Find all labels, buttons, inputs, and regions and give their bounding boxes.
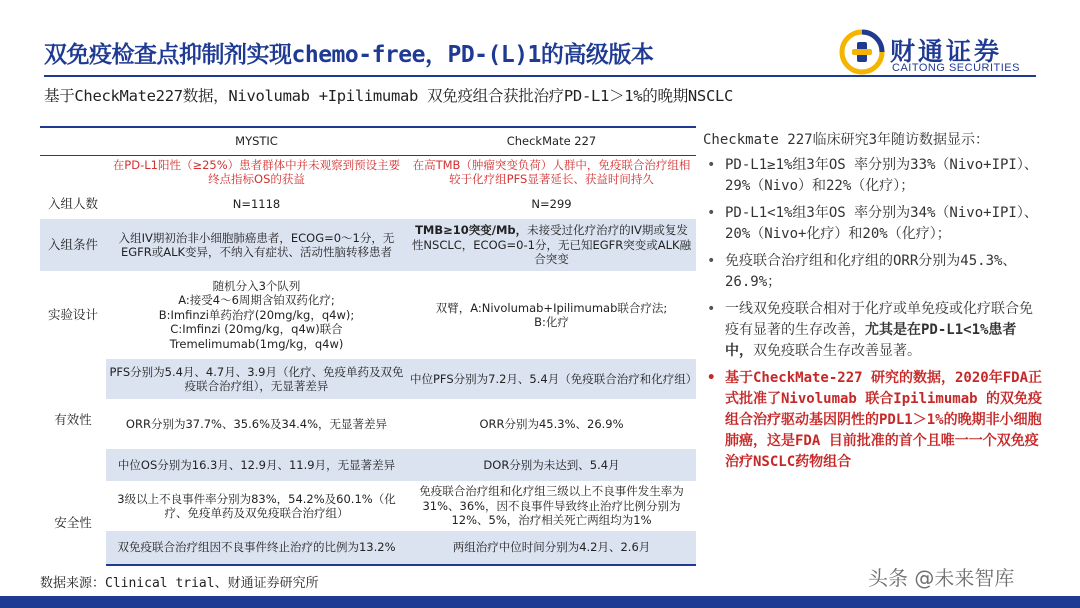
mystic-criteria: 入组IV期初治非小细胞肺癌患者，ECOG=0～1分，无EGFR或ALK变异，不纳入有症状、活动性脑转移患者	[118, 230, 395, 259]
row-label-criteria: 入组条件	[47, 237, 98, 253]
checkmate-enroll: N=299	[531, 196, 572, 211]
mystic-design-line: B:Imfinzi单药治疗(20mg/kg，q4w);	[158, 307, 355, 322]
mystic-os: 中位OS分别为16.3月、12.9月、11.9月，无显著差异	[117, 457, 396, 472]
table-header-row	[40, 127, 696, 155]
checkmate-criteria-rest: 未接受过化疗治疗的IV期或复发性NSCLC，ECOG=0-1分，无已知EGFR突变或ALK融合突变	[411, 223, 692, 267]
header-mystic: MYSTIC	[106, 127, 407, 155]
notes-item: • 免疫联合治疗组和化疗组的ORR分别为45.3%、26.9%；	[703, 251, 1043, 293]
watermark: 头条 @未来智库	[868, 566, 1015, 590]
bottom-bar	[0, 596, 1080, 608]
table-row-highlight	[40, 155, 696, 189]
notes-item-text: 一线双免疫联合相对于化疗或单免疫或化疗联合免疫有显著的生存改善，	[725, 301, 1033, 338]
checkmate-design	[407, 271, 696, 359]
mystic-highlight: 在PD-L1阳性（≥25%）患者群体中并未观察到预设主要终点指标OS的获益	[112, 157, 401, 187]
checkmate-orr: ORR分别为45.3%、26.9%	[479, 416, 624, 431]
caitong-logo-icon	[838, 28, 886, 76]
notes-item: • PD-L1≥1%组3年OS 率分别为33%（Nivo+IPI）、29%（Nivo）和22%（化疗）；	[703, 155, 1043, 197]
table-row-pfs	[40, 359, 696, 399]
mystic-design-line: Tremelimumab(1mg/kg，q4w)	[169, 336, 344, 351]
row-label-efficacy: 有效性	[40, 359, 106, 481]
mystic-design	[106, 271, 407, 359]
notes-list	[703, 155, 1043, 473]
checkmate-pfs: 中位PFS分别为7.2月、5.4月（免疫联合治疗和化疗组）	[410, 371, 698, 386]
checkmate-design-line: B:化疗	[534, 315, 569, 329]
row-label-design: 实验设计	[47, 307, 98, 323]
table-row-design	[40, 271, 696, 359]
page-title: 双免疫检查点抑制剂实现chemo-free，PD-(L)1的高级版本	[44, 42, 654, 68]
mystic-pfs: PFS分别为5.4月、4.7月、3.9月（化疗、免疫单药及双免疫联合治疗组），无显著差异	[109, 364, 404, 393]
checkmate-dor: DOR分别为未达到、5.4月	[483, 457, 620, 472]
checkmate-criteria	[407, 219, 696, 271]
header-empty-cell	[40, 127, 106, 155]
checkmate-design-line: 双臂，A:Nivolumab+Ipilimumab联合疗法;	[435, 300, 668, 315]
row-label-safety: 安全性	[54, 515, 92, 531]
comparison-table	[40, 126, 696, 566]
row-label-enroll: 入组人数	[47, 196, 98, 212]
header-checkmate: CheckMate 227	[407, 127, 696, 155]
notes-item-text: 双免疫联合生存改善显著。	[753, 343, 921, 359]
notes-item: • PD-L1<1%组3年OS 率分别为34%（Nivo+IPI）、20%（Nivo+化疗）和20%（化疗）；	[703, 203, 1043, 245]
table-row-os	[40, 449, 696, 481]
checkmate-stop: 两组治疗中位时间分别为4.2月、2.6月	[407, 531, 696, 565]
table-row-criteria	[40, 219, 696, 271]
mystic-design-line: A:接受4～6周期含铂双药化疗;	[178, 293, 335, 308]
checkmate-highlight: 在高TMB（肿瘤突变负荷）人群中，免疫联合治疗组相较于化疗组PFS显著延长、获益时间持久	[412, 157, 691, 187]
checkmate-ae: 免疫联合治疗组和化疗组三级以上不良事件发生率为31%、36%，因不良事件导致终止治疗比例分别为12%、5%，治疗相关死亡两组均为1%	[419, 484, 684, 528]
subtitle-divider	[44, 75, 1036, 77]
page-subtitle: 基于CheckMate227数据，Nivolumab +Ipilimumab 双免疫组合获批治疗PD-L1＞1%的晚期NSCLC	[44, 87, 734, 105]
table-row-orr	[40, 399, 696, 449]
mystic-design-line: 随机分入3个队列	[212, 279, 301, 294]
notes-panel	[703, 130, 1043, 479]
table-row-stop	[40, 531, 696, 565]
mystic-orr: ORR分别为37.7%、35.6%及34.4%，无显著差异	[125, 416, 388, 431]
empty-label-cell	[40, 155, 106, 189]
data-source: 数据来源：Clinical trial、财通证券研究所	[40, 576, 319, 591]
table-row-enroll	[40, 189, 696, 219]
logo-chinese-name: 财通证券	[890, 37, 1003, 66]
notes-item-bold: 尤其是在PD-L1<1%患者中，	[725, 322, 1017, 359]
notes-item-highlight: • 基于CheckMate-227 研究的数据，2020年FDA正式批准了Nivolumab 联合Ipilimumab 的双免疫组合治疗驱动基因阴性的PDL1＞1%的晚期非小细胞肺癌，这是FDA 目前批准的首个且唯一一个双免疫治疗NSCLC药物组合	[703, 368, 1043, 473]
mystic-ae: 3级以上不良事件率分别为83%，54.2%及60.1%（化疗、免疫单药及双免疫联合治疗组）	[117, 491, 396, 520]
mystic-enroll: N=1118	[232, 196, 281, 211]
mystic-design-line: C:Imfinzi (20mg/kg，q4w)联合	[170, 322, 343, 337]
logo-english-name: CAITONG SECURITIES	[892, 62, 1020, 74]
checkmate-criteria-bold: TMB≥10突变/Mb，	[415, 223, 528, 238]
notes-item	[703, 299, 1043, 362]
notes-intro: Checkmate 227临床研究3年随访数据显示：	[703, 132, 990, 148]
mystic-stop: 双免疫联合治疗组因不良事件终止治疗的比例为13.2%	[106, 531, 407, 565]
table-row-ae	[40, 481, 696, 531]
